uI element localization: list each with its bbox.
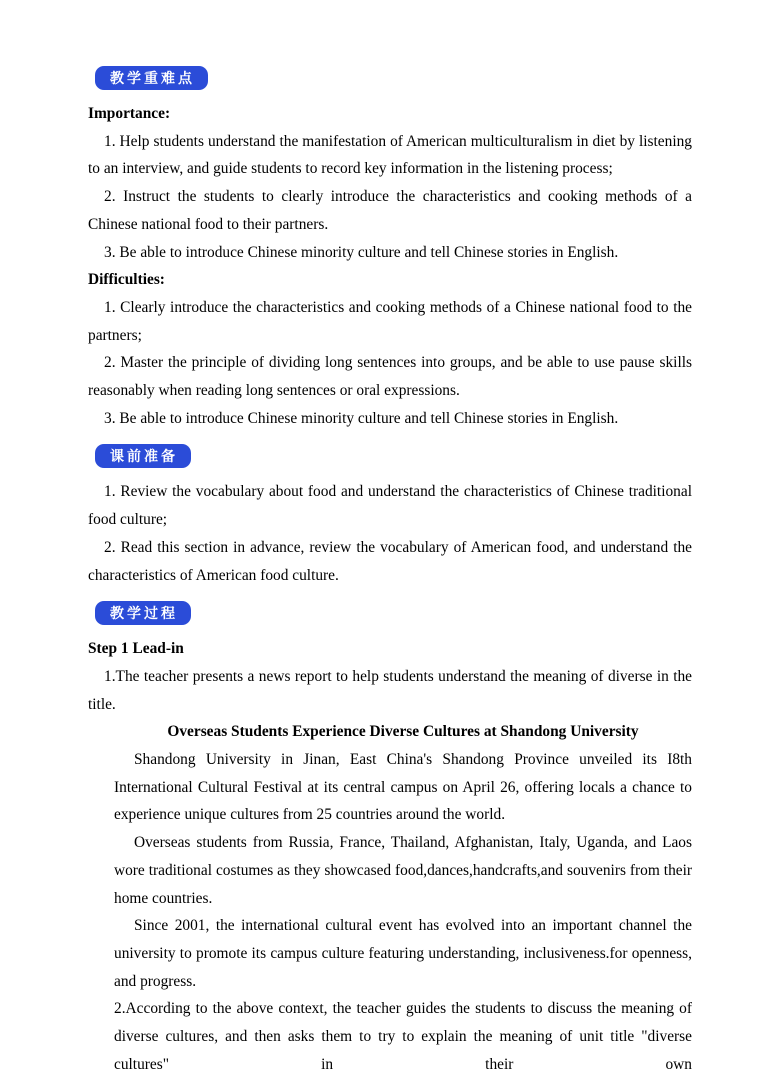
preparation-item-2: 2. Read this section in advance, review the vocabulary of American food, and understand the characteristics of American food culture. <box>88 538 692 584</box>
news-paragraph-3: Since 2001, the international cultural event has evolved into an important channel the university to promote its campus culture featuring understanding, inclusiveness.for openness, and progress. <box>114 917 692 990</box>
difficulties-item-3: 3. Be able to introduce Chinese minority culture and tell Chinese stories in English. <box>104 409 619 427</box>
importance-item-3: 3. Be able to introduce Chinese minority culture and tell Chinese stories in English. <box>104 243 619 261</box>
step1-intro: 1.The teacher presents a news report to help students understand the meaning of diverse in the title. <box>88 667 692 713</box>
news-paragraph-2: Overseas students from Russia, France, Thailand, Afghanistan, Italy, Uganda, and Laos wore traditional costumes as they showcased food,dances,handcrafts,and souvenirs from their home countries. <box>114 834 692 907</box>
teaching-key-points-badge: 教学重难点 <box>95 66 208 90</box>
step1-heading: Step 1 Lead-in <box>88 640 184 658</box>
news-report-title: Overseas Students Experience Diverse Cultures at Shandong University <box>167 723 639 741</box>
difficulties-item-2: 2. Master the principle of dividing long sentences into groups, and be able to use pause skills reasonably when reading long sentences or oral expressions. <box>88 354 692 400</box>
pre-class-preparation-badge: 课前准备 <box>95 444 191 468</box>
preparation-item-1: 1. Review the vocabulary about food and understand the characteristics of Chinese traditional food culture; <box>88 483 692 529</box>
importance-heading: Importance: <box>88 105 171 122</box>
step1-discussion: 2.According to the above context, the teacher guides the students to discuss the meaning of diverse cultures, and then asks them to try to explain the meaning of unit title "diverse cultures" in their own <box>114 1000 692 1073</box>
news-report-body <box>114 746 692 995</box>
importance-item-2: 2. Instruct the students to clearly introduce the characteristics and cooking methods of a Chinese national food to their partners. <box>88 188 692 233</box>
teaching-process-badge: 教学过程 <box>95 601 191 625</box>
section-header-key-points <box>88 66 692 100</box>
news-paragraph-1: Shandong University in Jinan, East China's Shandong Province unveiled its I8th International Cultural Festival at its central campus on April 26, offering locals a chance to experience unique cultures from 25 countries around the world. <box>114 751 692 824</box>
difficulties-heading: Difficulties: <box>88 271 165 289</box>
importance-item-1: 1. Help students understand the manifestation of American multiculturalism in diet by listening to an interview, and guide students to record key information in the listening process; <box>88 132 692 178</box>
section-header-preparation <box>88 444 692 478</box>
section-header-process <box>88 601 692 635</box>
difficulties-item-1: 1. Clearly introduce the characteristics and cooking methods of a Chinese national food to the partners; <box>88 298 692 344</box>
